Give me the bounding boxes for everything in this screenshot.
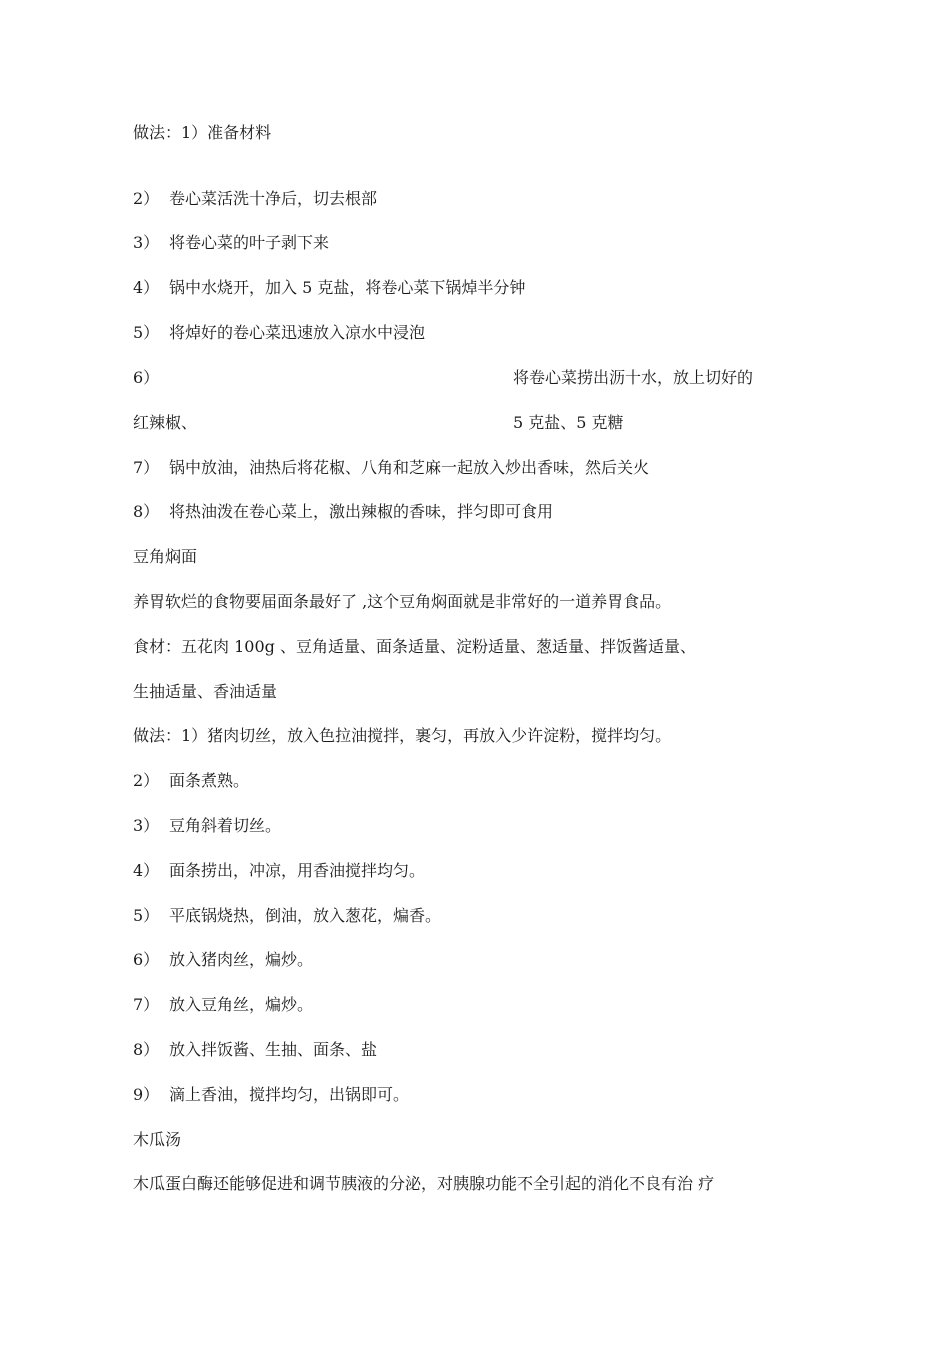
step-text: 锅中水烧开，加入 5 克盐，将卷心菜下锅焯半分钟 — [169, 278, 526, 297]
step-item — [133, 233, 329, 253]
step-item — [133, 995, 313, 1015]
step-text: 平底锅烧热，倒油，放入葱花，煸香。 — [169, 906, 442, 925]
step-item — [133, 950, 313, 970]
step-item — [133, 861, 425, 881]
step-text: 将热油泼在卷心菜上，激出辣椒的香味，拌匀即可食用 — [169, 502, 554, 521]
step-number: 8） — [133, 1040, 160, 1059]
step-number: 4） — [133, 861, 160, 880]
step-text: 卷心菜活洗十净后，切去根部 — [169, 189, 378, 208]
step-item — [133, 189, 377, 209]
ingredients-line1: 食材：五花肉 100g 、豆角适量、面条适量、淀粉适量、葱适量、拌饭酱适量、 — [133, 637, 696, 656]
step-item — [133, 771, 249, 791]
method-first-line: 做法：1）准备材料 — [133, 123, 272, 142]
step-text: 放入拌饭酱、生抽、面条、盐 — [169, 1040, 378, 1059]
step6-right-line1: 将卷心菜捞出沥十水，放上切好的 — [513, 368, 754, 387]
step-item — [133, 1085, 409, 1105]
method-first-line: 做法：1）猪肉切丝，放入色拉油搅拌，裹匀，再放入少许淀粉，搅拌均匀。 — [133, 726, 672, 745]
step6-left-line2: 红辣椒、 — [133, 413, 198, 432]
step-item — [133, 502, 553, 522]
step-number: 8） — [133, 502, 160, 521]
step6-right-line2: 5 克盐、5 克糖 — [513, 413, 624, 432]
step-item — [133, 278, 525, 298]
step-text: 面条煮熟。 — [169, 771, 250, 790]
step-number: 2） — [133, 771, 160, 790]
step-text: 放入猪肉丝，煸炒。 — [169, 950, 314, 969]
step6-number: 6） — [133, 368, 160, 387]
step-number: 2） — [133, 189, 160, 208]
step-text: 豆角斜着切丝。 — [169, 816, 282, 835]
step-text: 将卷心菜的叶子剥下来 — [169, 233, 330, 252]
step-number: 7） — [133, 995, 160, 1014]
recipe-intro: 木瓜蛋白酶还能够促进和调节胰液的分泌，对胰腺功能不全引起的消化不良有治 疗 — [133, 1174, 715, 1193]
step-number: 4） — [133, 278, 160, 297]
step-item — [133, 458, 649, 478]
step-number: 9） — [133, 1085, 160, 1104]
recipe-title: 豆角焖面 — [133, 547, 198, 566]
recipe-intro: 养胃软烂的食物要届面条最好了 ,这个豆角焖面就是非常好的一道养胃食品。 — [133, 592, 672, 611]
step-number: 3） — [133, 233, 160, 252]
step-number: 6） — [133, 950, 160, 969]
step-item — [133, 816, 281, 836]
step-number: 5） — [133, 323, 160, 342]
recipe-title: 木瓜汤 — [133, 1130, 182, 1149]
step-text: 锅中放油，油热后将花椒、八角和芝麻一起放入炒出香味，然后关火 — [169, 458, 650, 477]
step-text: 滴上香油，搅拌均匀，出锅即可。 — [169, 1085, 410, 1104]
step-item — [133, 1040, 377, 1060]
ingredients-line2: 生抽适量、香油适量 — [133, 682, 278, 701]
step-item — [133, 906, 441, 926]
step-number: 3） — [133, 816, 160, 835]
step-text: 将焯好的卷心菜迅速放入凉水中浸泡 — [169, 323, 426, 342]
step-item — [133, 323, 425, 343]
step-number: 7） — [133, 458, 160, 477]
step-text: 放入豆角丝，煸炒。 — [169, 995, 314, 1014]
step-number: 5） — [133, 906, 160, 925]
step-text: 面条捞出，冲凉，用香油搅拌均匀。 — [169, 861, 426, 880]
